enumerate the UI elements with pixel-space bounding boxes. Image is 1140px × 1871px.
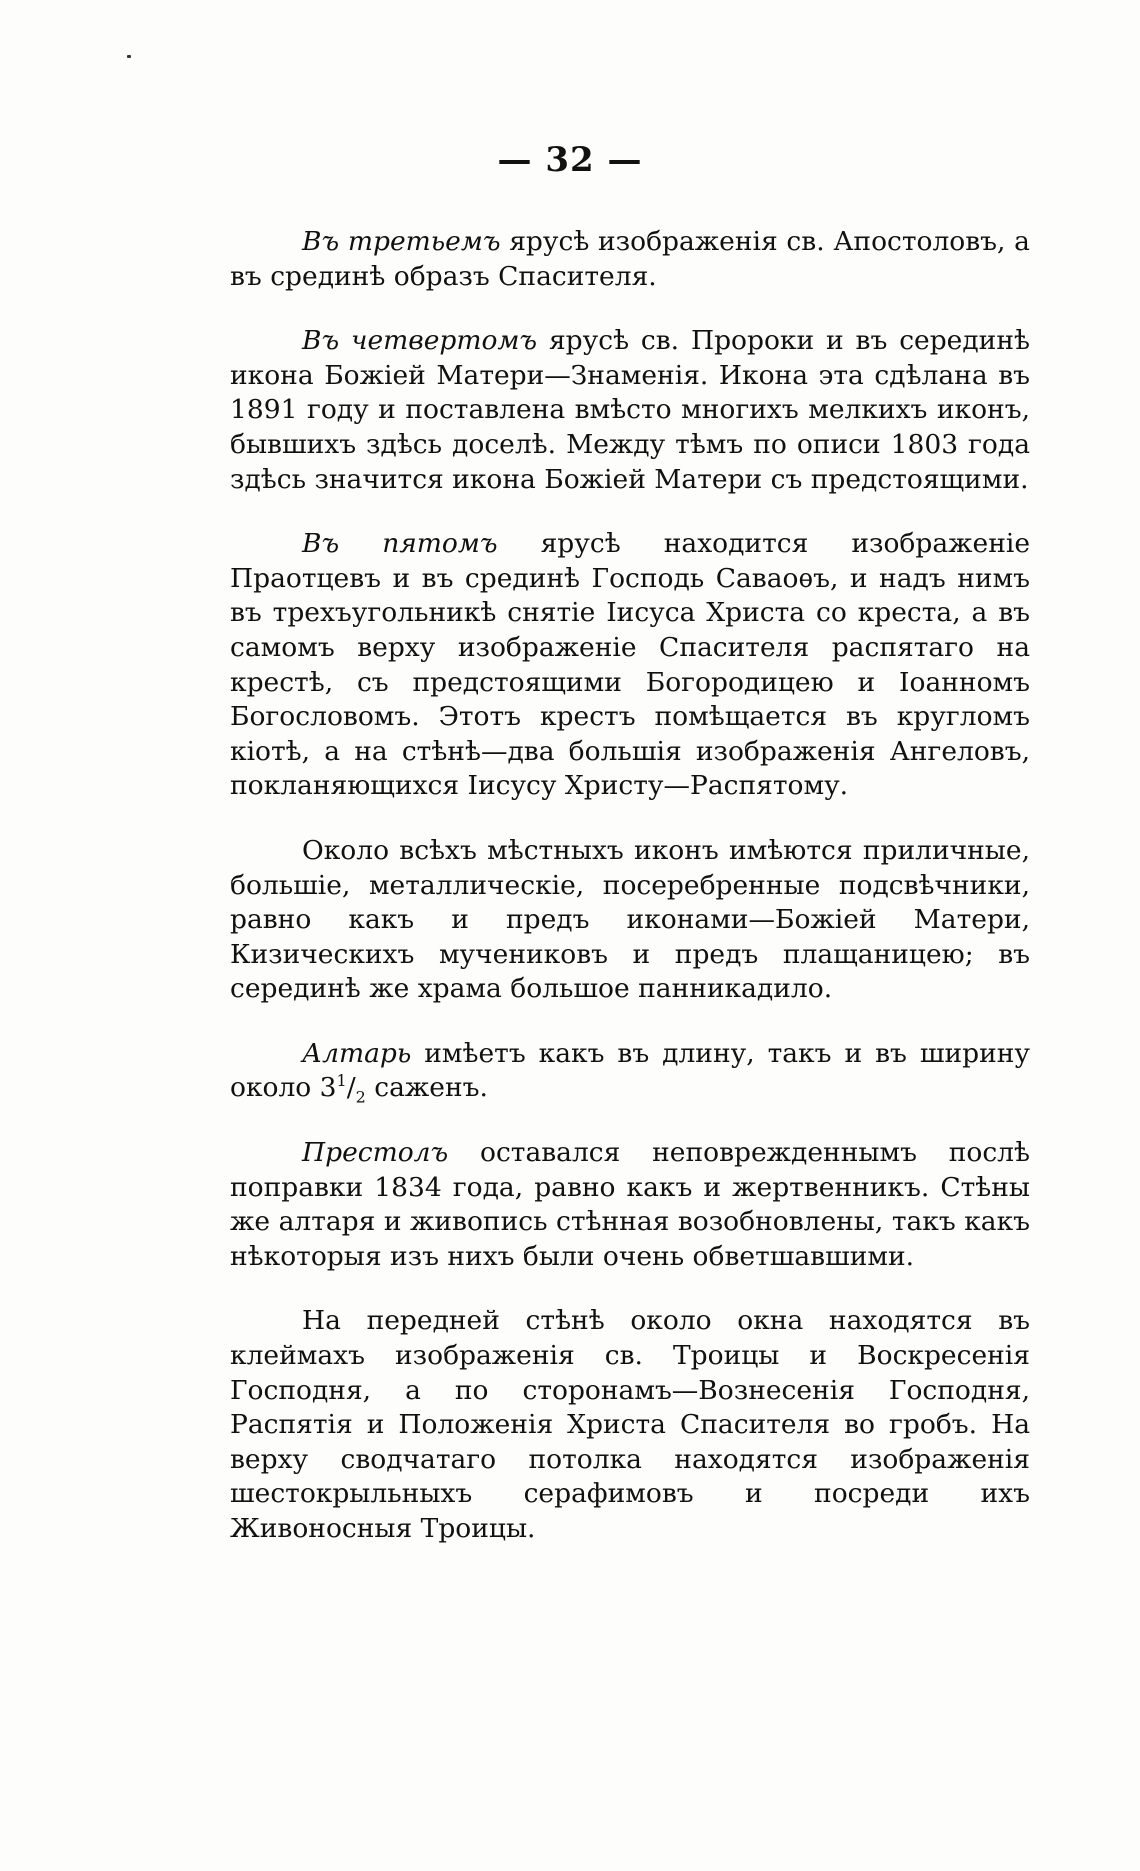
page-number: — 32 —	[497, 140, 643, 180]
paragraph-text: ярусѣ изображенія св. Апостоловъ, а въ срединѣ образъ Спасителя.	[230, 226, 1030, 292]
body-text	[230, 225, 1030, 1577]
scan-speck	[127, 55, 131, 58]
paragraph-third-tier	[230, 225, 1030, 294]
paragraph-text: ярусѣ св. Пророки и въ серединѣ икона Божіей Матери—Знаменія. Икона эта сдѣлана въ 1891 году и поставлена вмѣсто многихъ мелкихъ иконъ, бывшихъ здѣсь доселѣ. Между тѣмъ по описи 1803 года здѣсь значится икона Божіей Матери съ предстоящими.	[230, 325, 1030, 495]
fraction-numerator: 1	[336, 1071, 347, 1091]
paragraph-text: имѣетъ какъ въ длину, такъ и въ ширину около 3	[230, 1037, 1030, 1104]
paragraph-candlesticks	[230, 834, 1030, 1007]
paragraph-lead: Въ третьемъ	[302, 226, 501, 257]
paragraph-front-wall	[230, 1304, 1030, 1546]
paragraph-lead: Престолъ	[302, 1137, 449, 1169]
paragraph-text: Около всѣхъ мѣстныхъ иконъ имѣются приличные, большіе, металлическіе, посеребренные подсвѣчники, равно какъ и предъ иконами—Божіей Матери, Кизическихъ мучениковъ и предъ плащаницею; въ серединѣ же храма большое панникадило.	[230, 834, 1030, 1005]
fraction-denominator: 2	[355, 1087, 366, 1107]
paragraph-throne	[230, 1136, 1030, 1274]
paragraph-fifth-tier	[230, 527, 1030, 804]
paragraph-lead: Въ пятомъ	[302, 528, 498, 560]
paragraph-text: На передней стѣнѣ около окна находятся въ клеймахъ изображенія св. Троицы и Воскресенія Господня, а по сторонамъ—Вознесенія Господня, Распятія и Положенія Христа Спасителя во гробъ. На верху сводчатаго потолка находятся изображенія шестокрыльныхъ серафимовъ и посреди ихъ Живоносныя Троицы.	[230, 1305, 1030, 1544]
paragraph-text: оставался неповрежденнымъ послѣ поправки 1834 года, равно какъ и жертвенникъ. Стѣны же алтаря и живопись стѣнная возобновлены, такъ какъ нѣкоторыя изъ нихъ были очень обветшавшими.	[230, 1137, 1030, 1272]
paragraph-lead: Въ четвертомъ	[302, 325, 538, 357]
paragraph-text: ярусѣ находится изображеніе Праотцевъ и въ срединѣ Господь Саваоѳъ, и надъ нимъ въ трехъугольникѣ снятіе Іисуса Христа со креста, а въ самомъ верху изображеніе Спасителя распятаго на крестѣ, съ предстоящими Богородицею и Іоанномъ Богословомъ. Этотъ крестъ помѣщается въ кругломъ кіотѣ, а на стѣнѣ—два большія изображенія Ангеловъ, покланяющихся Іисусу Христу—Распятому.	[230, 528, 1031, 802]
paragraph-fourth-tier	[230, 324, 1030, 497]
paragraph-tail: саженъ.	[365, 1072, 488, 1104]
paragraph-altar: Алтарь имѣетъ какъ въ длину, такъ и въ ширину около $3^1/_2$ саженъ.	[230, 1037, 1030, 1107]
paragraph-lead: Алтарь	[302, 1037, 412, 1069]
